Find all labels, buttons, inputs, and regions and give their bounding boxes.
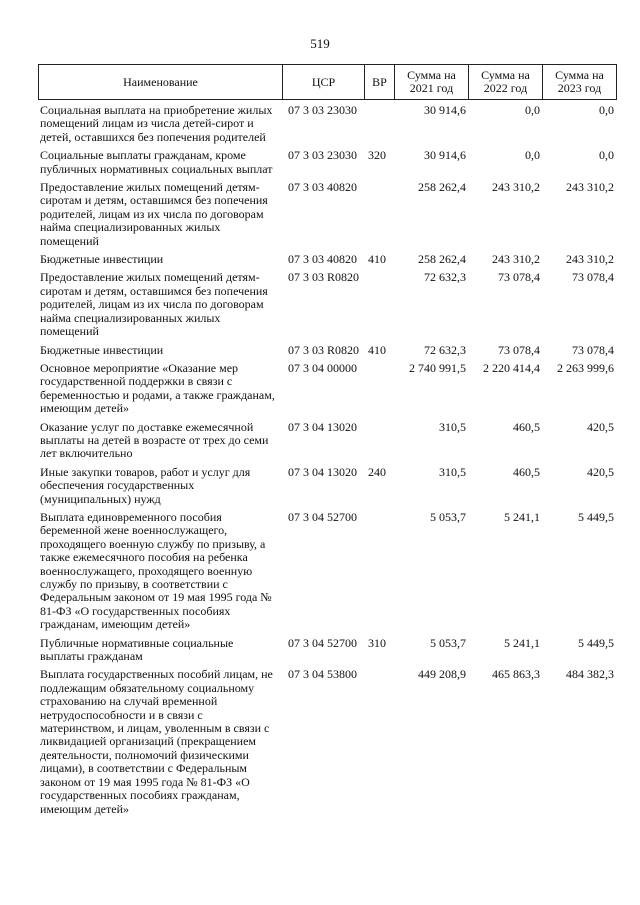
row-sum-2022: 465 863,3	[492, 667, 540, 682]
table-row	[38, 253, 616, 266]
row-sum-2021: 72 632,3	[424, 270, 466, 285]
row-name: Выплата единовременного пособия беременной жене военнослужащего, проходящего военную службу по призыву, а также ежемесячного пособия на ребенка военнослужащего, проходящего военную службу по призыву, в соответствии с Федеральным законом от 19 мая 1995 года № 81-ФЗ «О государственных пособиях гражданам, имеющим детей»	[40, 509, 272, 632]
row-csr: 07 3 04 52700	[288, 635, 357, 650]
row-sum-2021: 310,5	[439, 464, 466, 479]
row-sum-2021: 258 262,4	[418, 252, 466, 267]
row-sum-2022: 0,0	[525, 148, 540, 163]
row-name: Выплата государственных пособий лицам, не подлежащим обязательному социальному страхованию на случай временной нетрудоспособности и в связи с материнством, и лицам, уволенным в связи с ликвидацией организаций (прекращением деятельности, полномочий физическими лицами), в соответствии с Федеральным законом от 19 мая 1995 года № 81-ФЗ «О государственных пособиях гражданам, имеющим детей»	[40, 667, 273, 816]
table-row	[38, 511, 616, 632]
table-row	[38, 668, 616, 815]
row-vr	[364, 668, 394, 815]
row-vr: 240	[368, 464, 386, 479]
table-row	[38, 344, 616, 357]
row-sum-2023: 243 310,2	[566, 180, 614, 195]
row-sum-2023: 0,0	[599, 148, 614, 163]
row-sum-2022: 73 078,4	[498, 270, 540, 285]
row-sum-2023: 0,0	[599, 103, 614, 117]
row-sum-2022: 460,5	[513, 419, 540, 434]
page-number: 519	[310, 36, 330, 51]
row-csr: 07 3 03 40820	[288, 180, 357, 195]
row-name: Предоставление жилых помещений детям-сиротам и детям, оставшимся без попечения родителей, лицам из их числа по договорам найма специализированных жилых помещений	[40, 270, 268, 339]
row-sum-2021: 5 053,7	[430, 509, 466, 524]
header-name: Наименование	[39, 65, 283, 100]
row-sum-2021: 5 053,7	[430, 635, 466, 650]
row-sum-2022: 0,0	[525, 103, 540, 117]
row-vr: 410	[368, 252, 386, 267]
row-vr: 410	[368, 342, 386, 357]
row-sum-2023: 420,5	[587, 419, 614, 434]
row-vr	[364, 271, 394, 338]
row-name: Бюджетные инвестиции	[40, 342, 164, 357]
row-csr: 07 3 03 23030	[288, 148, 357, 163]
row-sum-2021: 2 740 991,5	[409, 360, 466, 375]
header-vr: ВР	[365, 65, 395, 100]
row-sum-2022: 243 310,2	[492, 252, 540, 267]
row-csr: 07 3 04 53800	[288, 667, 357, 682]
row-vr: 320	[368, 148, 386, 163]
row-sum-2022: 73 078,4	[498, 342, 540, 357]
row-sum-2022: 243 310,2	[492, 180, 540, 195]
row-sum-2021: 72 632,3	[424, 342, 466, 357]
row-name: Социальная выплата на приобретение жилых помещений лицам из числа детей-сирот и детей, оставшихся без попечения родителей	[40, 103, 273, 144]
row-name: Иные закупки товаров, работ и услуг для обеспечения государственных (муниципальных) нужд	[40, 464, 251, 506]
row-sum-2023: 420,5	[587, 464, 614, 479]
row-sum-2022: 460,5	[513, 464, 540, 479]
row-vr	[364, 362, 394, 416]
header-sum-2022: Сумма на 2022 год	[469, 65, 543, 100]
row-sum-2022: 2 220 414,4	[483, 360, 540, 375]
row-name: Предоставление жилых помещений детям-сиротам и детям, оставшимся без попечения родителей, лицам из их числа по договорам найма специализированных жилых помещений	[40, 180, 268, 248]
row-csr: 07 3 04 13020	[288, 464, 357, 479]
row-csr: 07 3 04 52700	[288, 509, 357, 524]
row-sum-2023: 73 078,4	[572, 270, 614, 285]
row-sum-2023: 2 263 999,6	[557, 360, 614, 375]
header-row	[39, 65, 617, 100]
table-row	[38, 271, 616, 338]
header-sum-2023: Сумма на 2023 год	[543, 65, 617, 100]
row-name: Публичные нормативные социальные выплаты гражданам	[40, 635, 234, 664]
row-sum-2021: 30 914,6	[424, 103, 466, 117]
row-csr: 07 3 03 40820	[288, 252, 357, 267]
row-csr: 07 3 03 23030	[288, 103, 357, 117]
row-sum-2023: 243 310,2	[566, 252, 614, 267]
row-csr: 07 3 04 13020	[288, 419, 357, 434]
budget-table-body	[38, 104, 616, 821]
table-row	[38, 421, 616, 461]
row-sum-2021: 258 262,4	[418, 180, 466, 195]
row-sum-2022: 5 241,1	[504, 635, 540, 650]
table-row	[38, 149, 616, 176]
table-row	[38, 104, 616, 144]
row-name: Основное мероприятие «Оказание мер государственной поддержки в связи с беременностью и родами, а также гражданам, имеющим детей»	[40, 360, 275, 416]
table-row	[38, 181, 616, 248]
table-row	[38, 637, 616, 664]
table-row	[38, 362, 616, 416]
row-vr	[364, 421, 394, 461]
row-sum-2021: 449 208,9	[418, 667, 466, 682]
budget-table-header	[38, 64, 617, 100]
row-sum-2023: 73 078,4	[572, 342, 614, 357]
header-csr: ЦСР	[283, 65, 365, 100]
row-vr: 310	[368, 635, 386, 650]
row-vr	[364, 181, 394, 248]
row-name: Оказание услуг по доставке ежемесячной выплаты на детей в возрасте от трех до семи лет включительно	[40, 419, 269, 461]
row-vr	[364, 511, 394, 632]
row-name: Бюджетные инвестиции	[40, 252, 164, 267]
row-sum-2021: 310,5	[439, 419, 466, 434]
row-sum-2023: 5 449,5	[578, 635, 614, 650]
row-csr: 07 3 03 R0820	[288, 270, 360, 285]
table-row	[38, 466, 616, 506]
row-sum-2021: 30 914,6	[424, 148, 466, 163]
row-csr: 07 3 03 R0820	[288, 342, 360, 357]
row-sum-2023: 5 449,5	[578, 509, 614, 524]
row-vr	[364, 104, 394, 144]
header-sum-2021: Сумма на 2021 год	[395, 65, 469, 100]
row-sum-2023: 484 382,3	[566, 667, 614, 682]
row-name: Социальные выплаты гражданам, кроме публичных нормативных социальных выплат	[40, 148, 273, 176]
row-sum-2022: 5 241,1	[504, 509, 540, 524]
row-csr: 07 3 04 00000	[288, 360, 357, 375]
